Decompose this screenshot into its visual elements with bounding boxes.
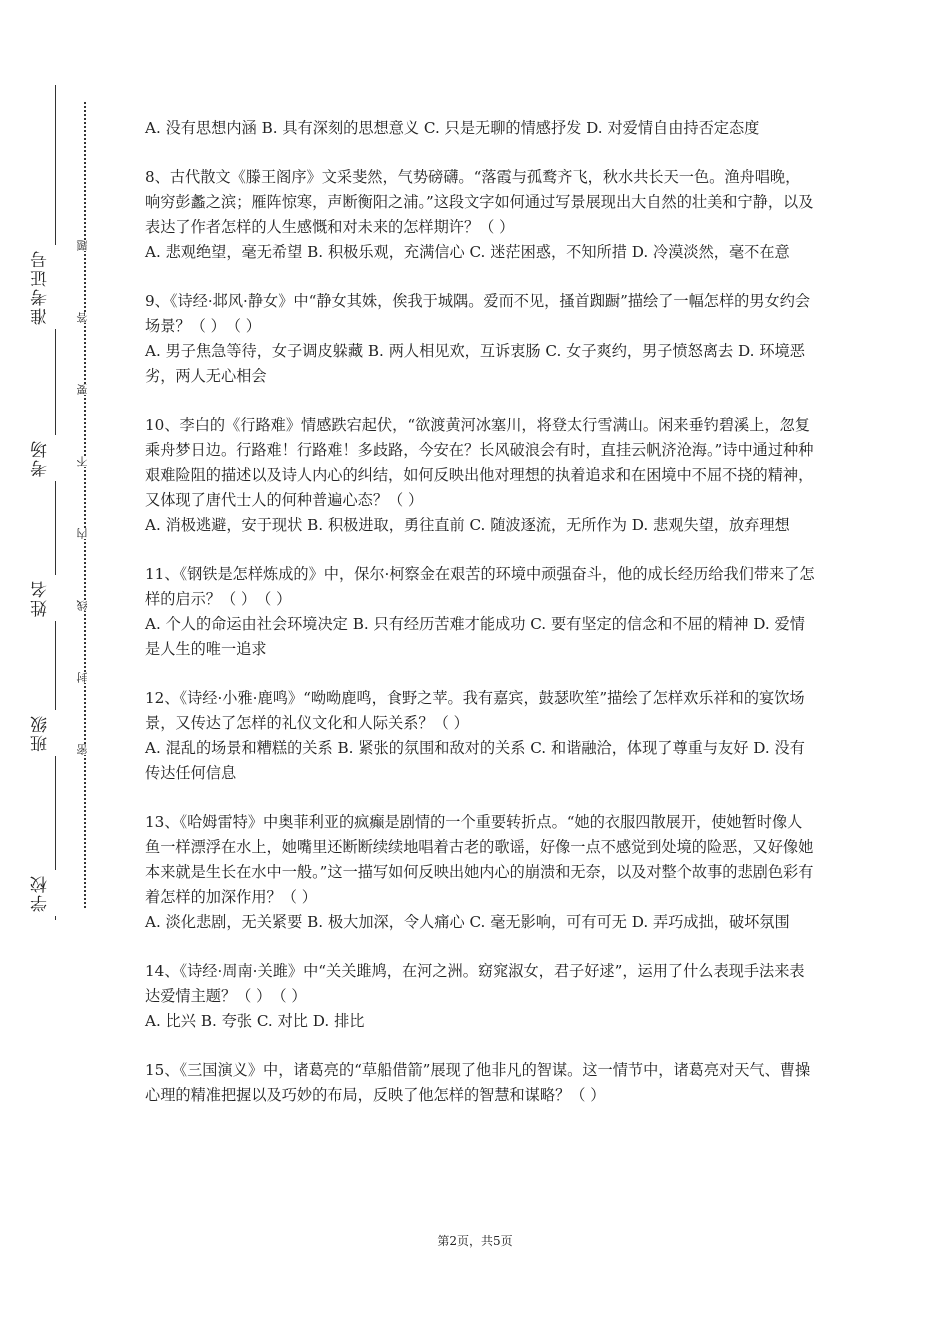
question-item xyxy=(145,810,815,935)
question-options: A. 没有思想内涵 B. 具有深刻的思想意义 C. 只是无聊的情感抒发 D. 对爱情自由持否定态度 xyxy=(145,119,760,137)
question-item xyxy=(145,165,815,265)
label-exam-number: 准考证号 xyxy=(28,245,56,329)
seal-char: 密 xyxy=(76,744,92,755)
binding-solid-line xyxy=(55,85,56,920)
question-options: A. 消极逃避，安于现状 B. 积极进取，勇往直前 C. 随波逐流，无所作为 D. 悲观失望，放弃理想 xyxy=(145,516,790,534)
question-stem: 8、古代散文《滕王阁序》文采斐然，气势磅礴。“落霞与孤鹜齐飞，秋水共长天一色。渔舟唱晚，响穷彭蠡之滨；雁阵惊寒，声断衡阳之浦。”这段文字如何通过写景展现出大自然的壮美和宁静，以及表达了作者怎样的人生感慨和对未来的怎样期许？（ ） xyxy=(145,168,814,236)
question-item xyxy=(145,413,815,538)
question-stem: 13、《哈姆雷特》中奥菲利亚的疯癫是剧情的一个重要转折点。“她的衣服四散展开，使她暂时像人鱼一样漂浮在水上，她嘴里还断断续续地唱着古老的歌谣，好像一点不感觉到处境的险恶，又好像她本来就是生长在水中一般。”这一描写如何反映出她内心的崩溃和无奈，以及对整个故事的悲剧色彩有着怎样的加深作用？（ ） xyxy=(145,813,814,906)
binding-dotted-line xyxy=(84,102,86,908)
question-item xyxy=(145,116,815,141)
question-item xyxy=(145,686,815,786)
question-item xyxy=(145,562,815,662)
question-stem: 15、《三国演义》中，诸葛亮的“草船借箭”展现了他非凡的智谋。这一情节中，诸葛亮对天气、曹操心理的精准把握以及巧妙的布局，反映了他怎样的智慧和谋略？（ ） xyxy=(145,1061,811,1104)
question-options: A. 淡化悲剧，无关紧要 B. 极大加深，令人痛心 C. 毫无影响，可有可无 D. 弄巧成拙，破坏氛围 xyxy=(145,913,790,931)
question-options: A. 比兴 B. 夸张 C. 对比 D. 排比 xyxy=(145,1012,365,1030)
label-name: 姓名 xyxy=(28,575,56,621)
question-stem: 10、李白的《行路难》情感跌宕起伏，“欲渡黄河冰塞川，将登太行雪满山。闲来垂钓碧溪上，忽复乘舟梦日边。行路难！行路难！多歧路，今安在？长风破浪会有时，直挂云帆济沧海。”诗中通过种种艰难险阻的描述以及诗人内心的纠结，如何反映出他对理想的执着追求和在困境中不屈不挠的精神，又体现了唐代士人的何种普遍心态？（ ） xyxy=(145,416,814,509)
question-options: A. 混乱的场景和糟糕的关系 B. 紧张的氛围和敌对的关系 C. 和谐融洽，体现了尊重与友好 D. 没有传达任何信息 xyxy=(145,739,805,782)
question-stem: 12、《诗经·小雅·鹿鸣》“呦呦鹿鸣，食野之苹。我有嘉宾，鼓瑟吹笙”描绘了怎样欢乐祥和的宴饮场景，又传达了怎样的礼仪文化和人际关系？（ ） xyxy=(145,689,805,732)
question-item xyxy=(145,959,815,1034)
seal-char: 线 xyxy=(76,600,92,611)
question-options: A. 悲观绝望，毫无希望 B. 积极乐观，充满信心 C. 迷茫困惑，不知所措 D. 冷漠淡然，毫不在意 xyxy=(145,243,790,261)
label-school: 学校 xyxy=(28,870,56,916)
seal-char: 不 xyxy=(76,456,92,467)
seal-char: 答 xyxy=(76,312,92,323)
label-exam-room: 考场 xyxy=(28,435,56,481)
question-list xyxy=(145,116,815,1132)
binding-margin xyxy=(18,70,88,920)
seal-char: 题 xyxy=(76,240,92,251)
seal-char: 要 xyxy=(76,384,92,395)
page-footer: 第2页，共5页 xyxy=(437,1234,513,1248)
question-options: A. 男子焦急等待，女子调皮躲藏 B. 两人相见欢，互诉衷肠 C. 女子爽约，男子愤怒离去 D. 环境恶劣，两人无心相会 xyxy=(145,342,805,385)
question-stem: 9、《诗经·邶风·静女》中“静女其姝，俟我于城隅。爱而不见，搔首踟蹰”描绘了一幅怎样的男女约会场景？（ ） （ ） xyxy=(145,292,811,335)
seal-char: 封 xyxy=(76,672,92,683)
question-stem: 11、《钢铁是怎样炼成的》中，保尔·柯察金在艰苦的环境中顽强奋斗，他的成长经历给我们带来了怎样的启示？（ ） （ ） xyxy=(145,565,815,608)
question-item xyxy=(145,1058,815,1108)
question-item xyxy=(145,289,815,389)
question-stem: 14、《诗经·周南·关雎》中“关关雎鸠，在河之洲。窈窕淑女，君子好逑”，运用了什么表现手法来表达爱情主题？（ ） （ ） xyxy=(145,962,805,1005)
label-class: 班级 xyxy=(28,710,56,756)
seal-char: 内 xyxy=(76,528,92,539)
question-options: A. 个人的命运由社会环境决定 B. 只有经历苦难才能成功 C. 要有坚定的信念和不屈的精神 D. 爱情是人生的唯一追求 xyxy=(145,615,805,658)
